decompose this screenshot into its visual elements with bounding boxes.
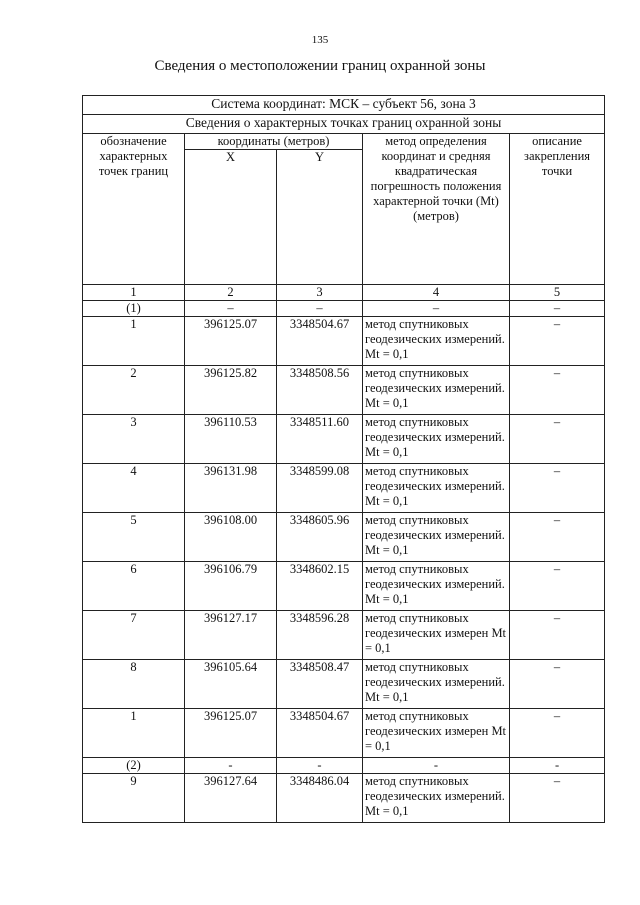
description-cell: –: [510, 415, 605, 464]
x-coordinate-cell: 396131.98: [185, 464, 277, 513]
method-cell: метод спутниковых геодезических измерен Mt = 0,1: [363, 709, 510, 758]
x-coordinate-cell: 396105.64: [185, 660, 277, 709]
description-cell: –: [510, 611, 605, 660]
x-coordinate-cell: 396127.64: [185, 774, 277, 823]
table-row: [83, 611, 605, 660]
method-cell: метод спутниковых геодезических измерений. Mt = 0,1: [363, 317, 510, 366]
zone-y: –: [277, 301, 363, 317]
coordinates-table: [82, 95, 605, 823]
x-coordinate-cell: 396110.53: [185, 415, 277, 464]
page-number: 135: [311, 34, 329, 46]
table-row: [83, 464, 605, 513]
zone-row-2: [83, 758, 605, 774]
method-cell: метод спутниковых геодезических измерений. Mt = 0,1: [363, 415, 510, 464]
coordinate-system-row: [83, 96, 605, 115]
document-title: Сведения о местоположении границ охранной зоны: [154, 58, 486, 74]
header-designation: обозначение характерных точек границ: [83, 134, 185, 285]
point-number-cell: 2: [83, 366, 185, 415]
x-coordinate-cell: 396125.07: [185, 709, 277, 758]
y-coordinate-cell: 3348508.47: [277, 660, 363, 709]
description-cell: –: [510, 513, 605, 562]
description-cell: –: [510, 562, 605, 611]
zone-y: -: [277, 758, 363, 774]
point-number-cell: 4: [83, 464, 185, 513]
zone-description: –: [510, 301, 605, 317]
table-row: [83, 709, 605, 758]
section-title-row: [83, 115, 605, 134]
x-coordinate-cell: 396127.17: [185, 611, 277, 660]
description-cell: –: [510, 317, 605, 366]
point-number-cell: 7: [83, 611, 185, 660]
description-cell: –: [510, 464, 605, 513]
method-cell: метод спутниковых геодезических измерений. Mt = 0,1: [363, 774, 510, 823]
method-cell: метод спутниковых геодезических измерений. Mt = 0,1: [363, 464, 510, 513]
description-cell: –: [510, 774, 605, 823]
header-y: Y: [277, 150, 363, 285]
point-number-cell: 1: [83, 709, 185, 758]
point-number-cell: 3: [83, 415, 185, 464]
column-number: 1: [83, 285, 185, 301]
x-coordinate-cell: 396125.82: [185, 366, 277, 415]
y-coordinate-cell: 3348511.60: [277, 415, 363, 464]
method-cell: метод спутниковых геодезических измерен Mt = 0,1: [363, 611, 510, 660]
y-coordinate-cell: 3348504.67: [277, 709, 363, 758]
point-number-cell: 8: [83, 660, 185, 709]
zone-method: -: [363, 758, 510, 774]
table-row: [83, 317, 605, 366]
table-row: [83, 660, 605, 709]
column-number-row: [83, 285, 605, 301]
column-number: 2: [185, 285, 277, 301]
table-row: [83, 513, 605, 562]
table-row: [83, 774, 605, 823]
x-coordinate-cell: 396108.00: [185, 513, 277, 562]
column-number: 5: [510, 285, 605, 301]
zone-method: –: [363, 301, 510, 317]
header-method: метод определения координат и средняя квадратическая погрешность положения характерной точки (Mt) (метров): [363, 134, 510, 285]
y-coordinate-cell: 3348486.04: [277, 774, 363, 823]
y-coordinate-cell: 3348508.56: [277, 366, 363, 415]
zone-label: (2): [83, 758, 185, 774]
method-cell: метод спутниковых геодезических измерений. Mt = 0,1: [363, 660, 510, 709]
y-coordinate-cell: 3348596.28: [277, 611, 363, 660]
coordinate-system-cell: Система координат: МСК – субъект 56, зона 3: [83, 96, 605, 115]
y-coordinate-cell: 3348602.15: [277, 562, 363, 611]
header-coordinates: координаты (метров): [185, 134, 363, 150]
header-row: [83, 134, 605, 150]
method-cell: метод спутниковых геодезических измерений. Mt = 0,1: [363, 513, 510, 562]
table-row: [83, 366, 605, 415]
method-cell: метод спутниковых геодезических измерений. Mt = 0,1: [363, 366, 510, 415]
point-number-cell: 6: [83, 562, 185, 611]
x-coordinate-cell: 396106.79: [185, 562, 277, 611]
point-number-cell: 1: [83, 317, 185, 366]
x-coordinate-cell: 396125.07: [185, 317, 277, 366]
header-x: X: [185, 150, 277, 285]
zone-label: (1): [83, 301, 185, 317]
description-cell: –: [510, 366, 605, 415]
y-coordinate-cell: 3348605.96: [277, 513, 363, 562]
table-row: [83, 415, 605, 464]
y-coordinate-cell: 3348504.67: [277, 317, 363, 366]
zone-x: -: [185, 758, 277, 774]
header-description: описание закрепления точки: [510, 134, 605, 285]
table-row: [83, 562, 605, 611]
section-title-cell: Сведения о характерных точках границ охранной зоны: [83, 115, 605, 134]
zone-description: -: [510, 758, 605, 774]
description-cell: –: [510, 660, 605, 709]
method-cell: метод спутниковых геодезических измерений. Mt = 0,1: [363, 562, 510, 611]
column-number: 4: [363, 285, 510, 301]
zone-x: –: [185, 301, 277, 317]
description-cell: –: [510, 709, 605, 758]
point-number-cell: 5: [83, 513, 185, 562]
column-number: 3: [277, 285, 363, 301]
y-coordinate-cell: 3348599.08: [277, 464, 363, 513]
point-number-cell: 9: [83, 774, 185, 823]
zone-row-1: [83, 301, 605, 317]
